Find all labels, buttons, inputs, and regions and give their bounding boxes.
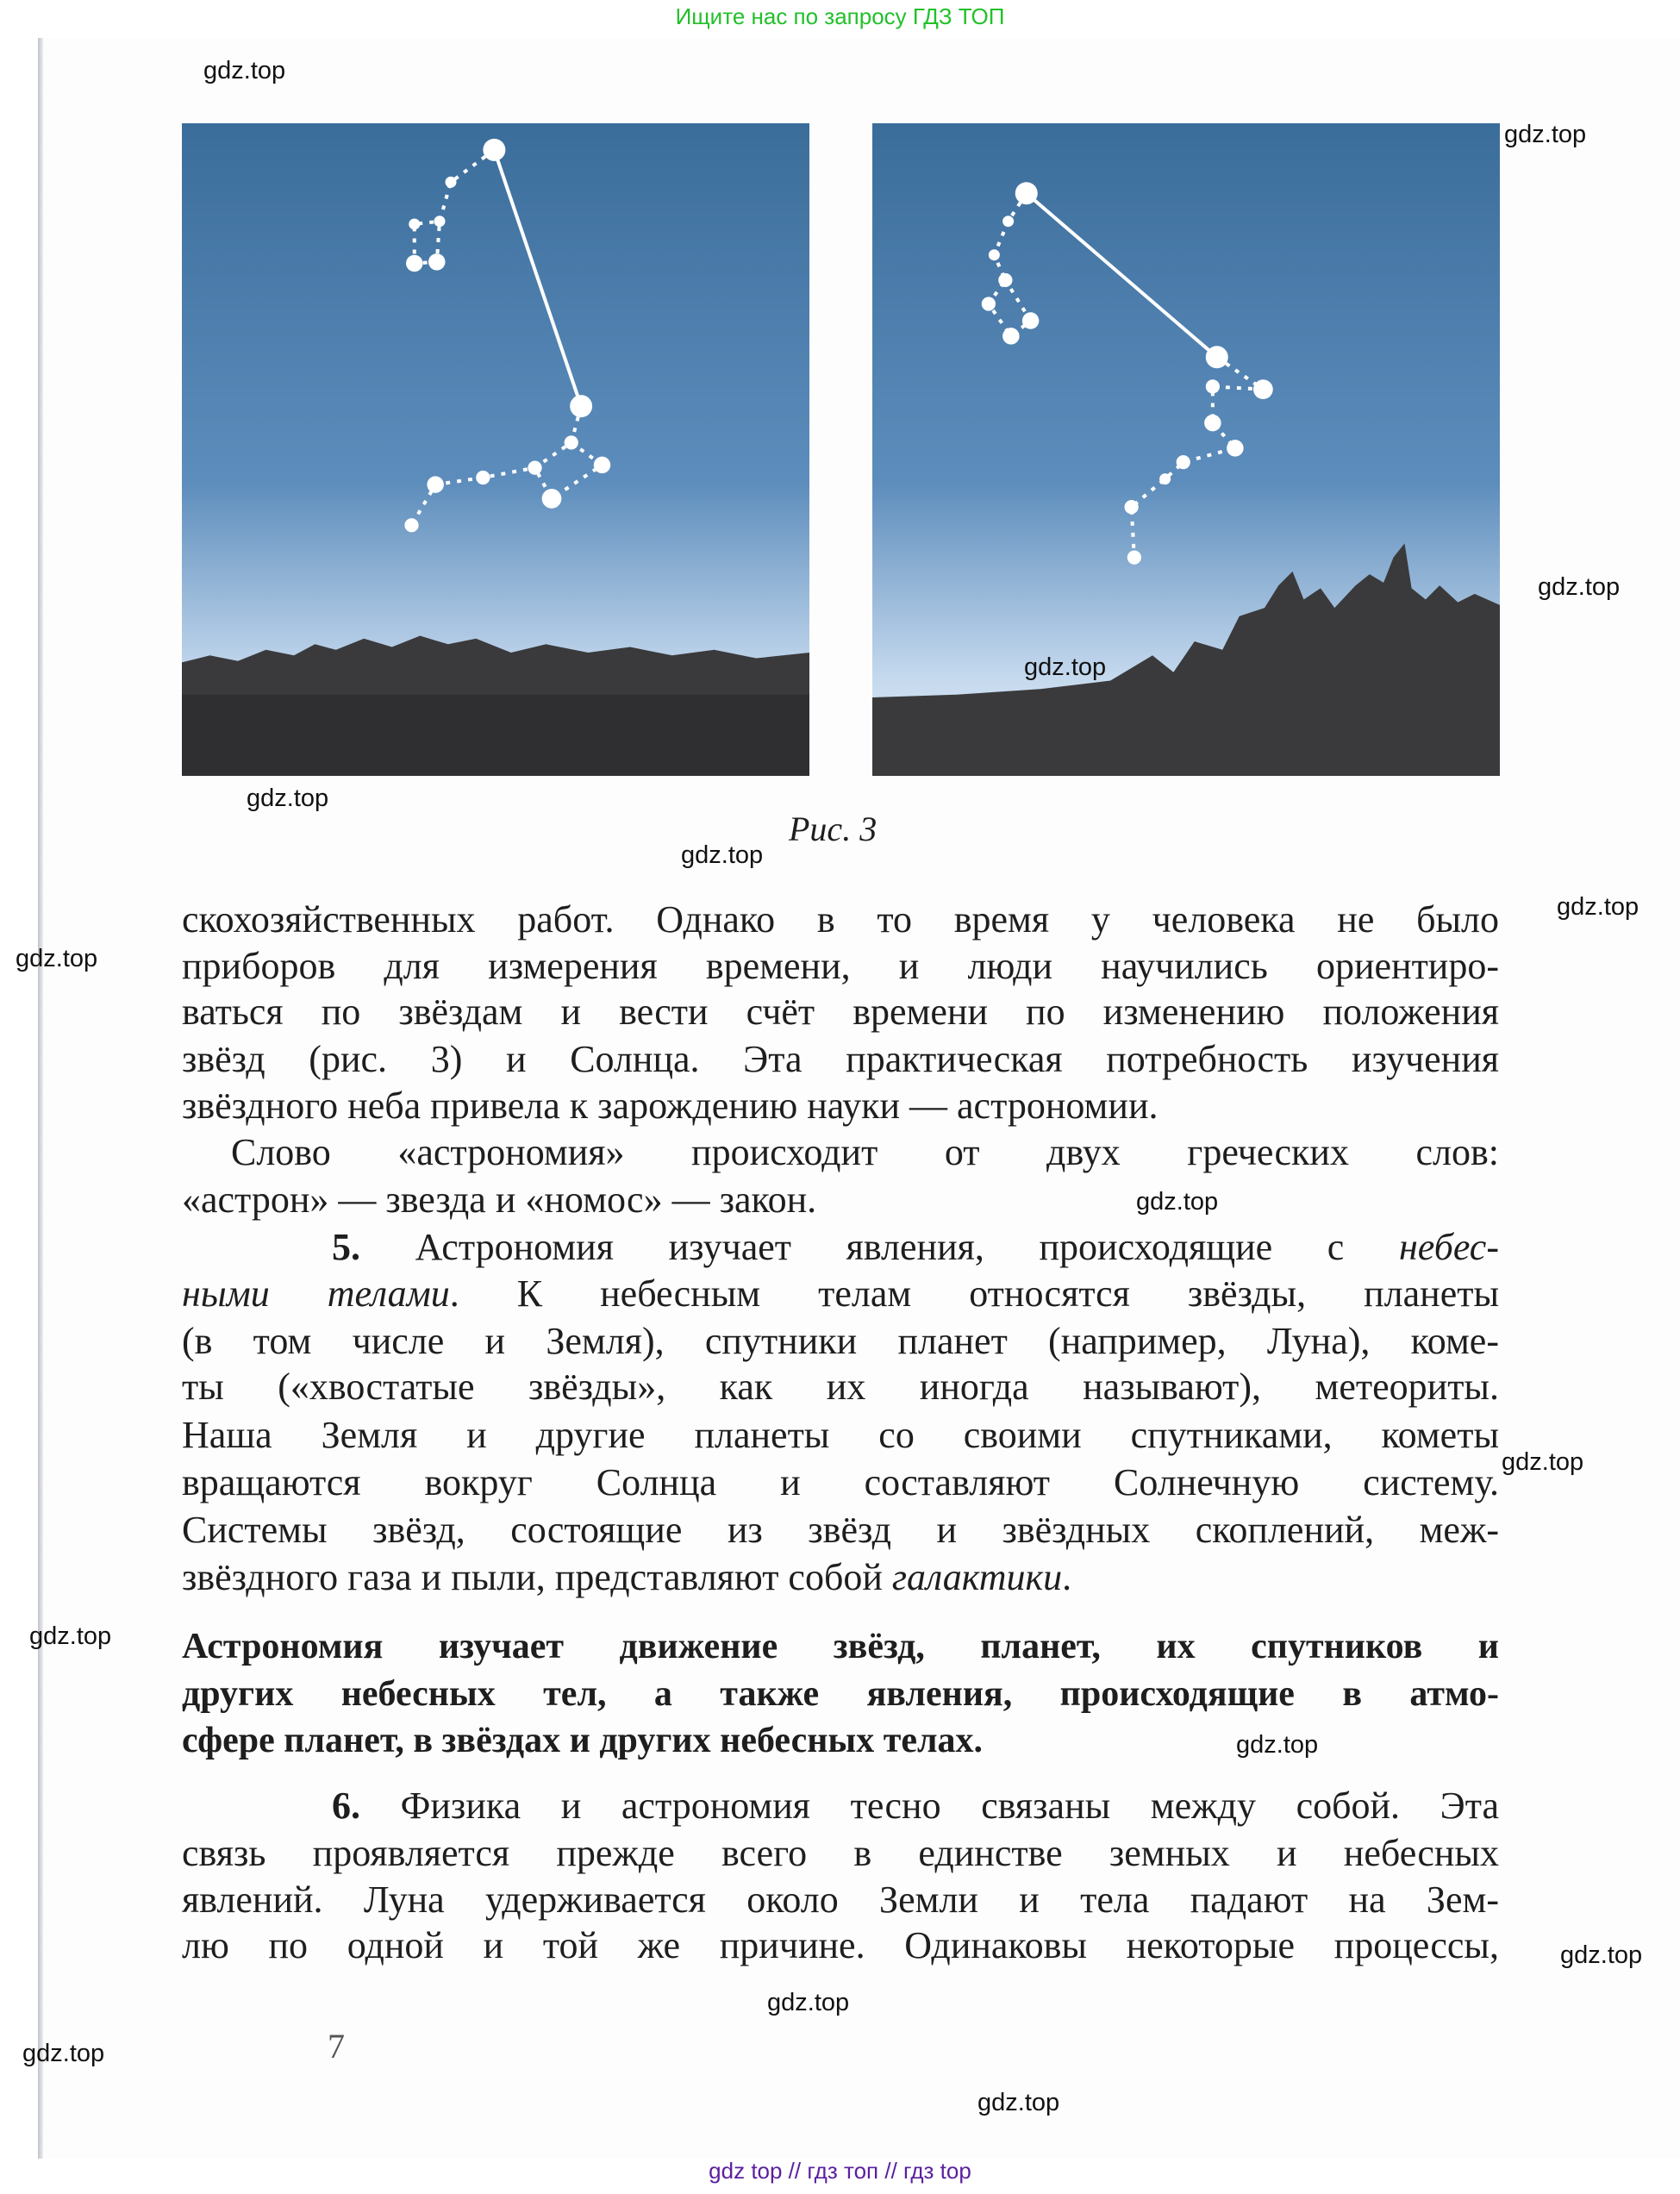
text-segment: Астрономия изучает явления, происходящие с xyxy=(415,1226,1399,1268)
text-line xyxy=(182,1831,1499,1876)
text-segment: Слово «астрономия» происходит от двух греческих слов: xyxy=(231,1131,1499,1173)
text-segment: Астрономия изучает движение звёзд, планет, их спутников и xyxy=(182,1627,1499,1666)
text-line xyxy=(182,1084,1499,1128)
text-segment: других небесных тел, а также явления, происходящие в атмо- xyxy=(182,1674,1499,1714)
text-segment: ты («хвостатые звёзды», как их иногда называют), метеориты. xyxy=(182,1366,1499,1408)
text-line xyxy=(332,1225,1499,1270)
text-line xyxy=(182,1508,1499,1553)
watermark: gdz.top xyxy=(22,2040,105,2067)
text-segment: звёзд (рис. 3) и Солнца. Эта практическая потребность изучения xyxy=(182,1038,1499,1080)
text-segment: 6. xyxy=(332,1785,401,1827)
figure-caption: Рис. 3 xyxy=(789,809,877,848)
text-segment: «астрон» — звезда и «номос» — закон. xyxy=(182,1178,817,1221)
text-line xyxy=(182,1365,1499,1410)
text-segment: звёздного неба привела к зарождению науки — астрономии. xyxy=(182,1084,1159,1127)
text-segment: . К небесным телам относятся звёзды, планеты xyxy=(449,1272,1500,1315)
text-line xyxy=(182,1878,1499,1922)
watermark: gdz.top xyxy=(1560,1941,1643,1969)
watermark: gdz.top xyxy=(1504,121,1587,148)
text-line xyxy=(182,1672,1499,1716)
text-line xyxy=(182,1555,1499,1600)
text-line xyxy=(182,1624,1499,1669)
text-segment: звёздного газа и пыли, представляют собой xyxy=(182,1556,892,1598)
text-segment: Физика и астрономия тесно связаны между собой. Эта xyxy=(400,1785,1500,1827)
italic-term: ными телами xyxy=(182,1272,450,1315)
watermark: gdz.top xyxy=(1136,1188,1219,1216)
text-line xyxy=(182,1178,1499,1222)
page-spine xyxy=(38,38,43,2159)
watermark: gdz.top xyxy=(247,784,329,812)
search-banner: Ищите нас по запросу ГДЗ ТОП xyxy=(675,3,1005,29)
watermark: gdz.top xyxy=(1502,1448,1584,1476)
text-line xyxy=(332,1784,1499,1828)
watermark: gdz.top xyxy=(29,1622,112,1650)
text-line xyxy=(182,897,1499,942)
watermark: gdz.top xyxy=(1024,653,1107,681)
text-line xyxy=(182,990,1499,1034)
italic-term: небес- xyxy=(1398,1226,1499,1268)
text-segment: ваться по звёздам и вести счёт времени по изменению положения xyxy=(182,991,1499,1033)
text-line xyxy=(182,1037,1499,1082)
text-segment: приборов для измерения времени, и люди научились ориентиро- xyxy=(182,945,1499,987)
text-segment: связь проявляется прежде всего в единстве земных и небесных xyxy=(182,1832,1499,1874)
page-number: 7 xyxy=(328,2027,345,2066)
text-segment: сфере планет, в звёздах и других небесных телах. xyxy=(182,1721,984,1760)
watermark: gdz.top xyxy=(1236,1731,1319,1759)
text-segment: (в том числе и Земля), спутники планет (например, Луна), коме- xyxy=(182,1320,1499,1362)
text-segment: вращаются вокруг Солнца и составляют Солнечную систему. xyxy=(182,1461,1499,1503)
watermark: gdz.top xyxy=(681,841,764,869)
watermark: gdz.top xyxy=(1538,573,1621,601)
text-line xyxy=(231,1130,1499,1175)
text-line xyxy=(182,944,1499,989)
figure-right-constellation xyxy=(872,123,1500,776)
watermark: gdz.top xyxy=(16,945,98,972)
footer-links: gdz top // гдз топ // гдз top xyxy=(709,2158,971,2184)
text-segment: явлений. Луна удерживается около Земли и тела падают на Зем- xyxy=(182,1878,1499,1921)
text-segment: . xyxy=(1062,1556,1072,1598)
text-segment: Системы звёзд, состоящие из звёзд и звёздных скоплений, меж- xyxy=(182,1509,1499,1551)
figure-left-constellation xyxy=(182,123,809,776)
text-line xyxy=(182,1413,1499,1458)
watermark: gdz.top xyxy=(977,2089,1060,2116)
text-segment: 5. xyxy=(332,1226,415,1268)
text-line xyxy=(182,1460,1499,1505)
watermark: gdz.top xyxy=(1557,893,1639,921)
text-line xyxy=(182,1319,1499,1364)
text-segment: Наша Земля и другие планеты со своими спутниками, кометы xyxy=(182,1414,1499,1456)
watermark: gdz.top xyxy=(203,57,286,84)
watermark: gdz.top xyxy=(767,1989,850,2016)
text-line xyxy=(182,1272,1499,1316)
text-line xyxy=(182,1923,1499,1968)
italic-term: галактики xyxy=(891,1556,1063,1598)
text-segment: скохозяйственных работ. Однако в то время у человека не было xyxy=(182,898,1499,941)
text-segment: лю по одной и той же причине. Одинаковы некоторые процессы, xyxy=(182,1924,1499,1966)
